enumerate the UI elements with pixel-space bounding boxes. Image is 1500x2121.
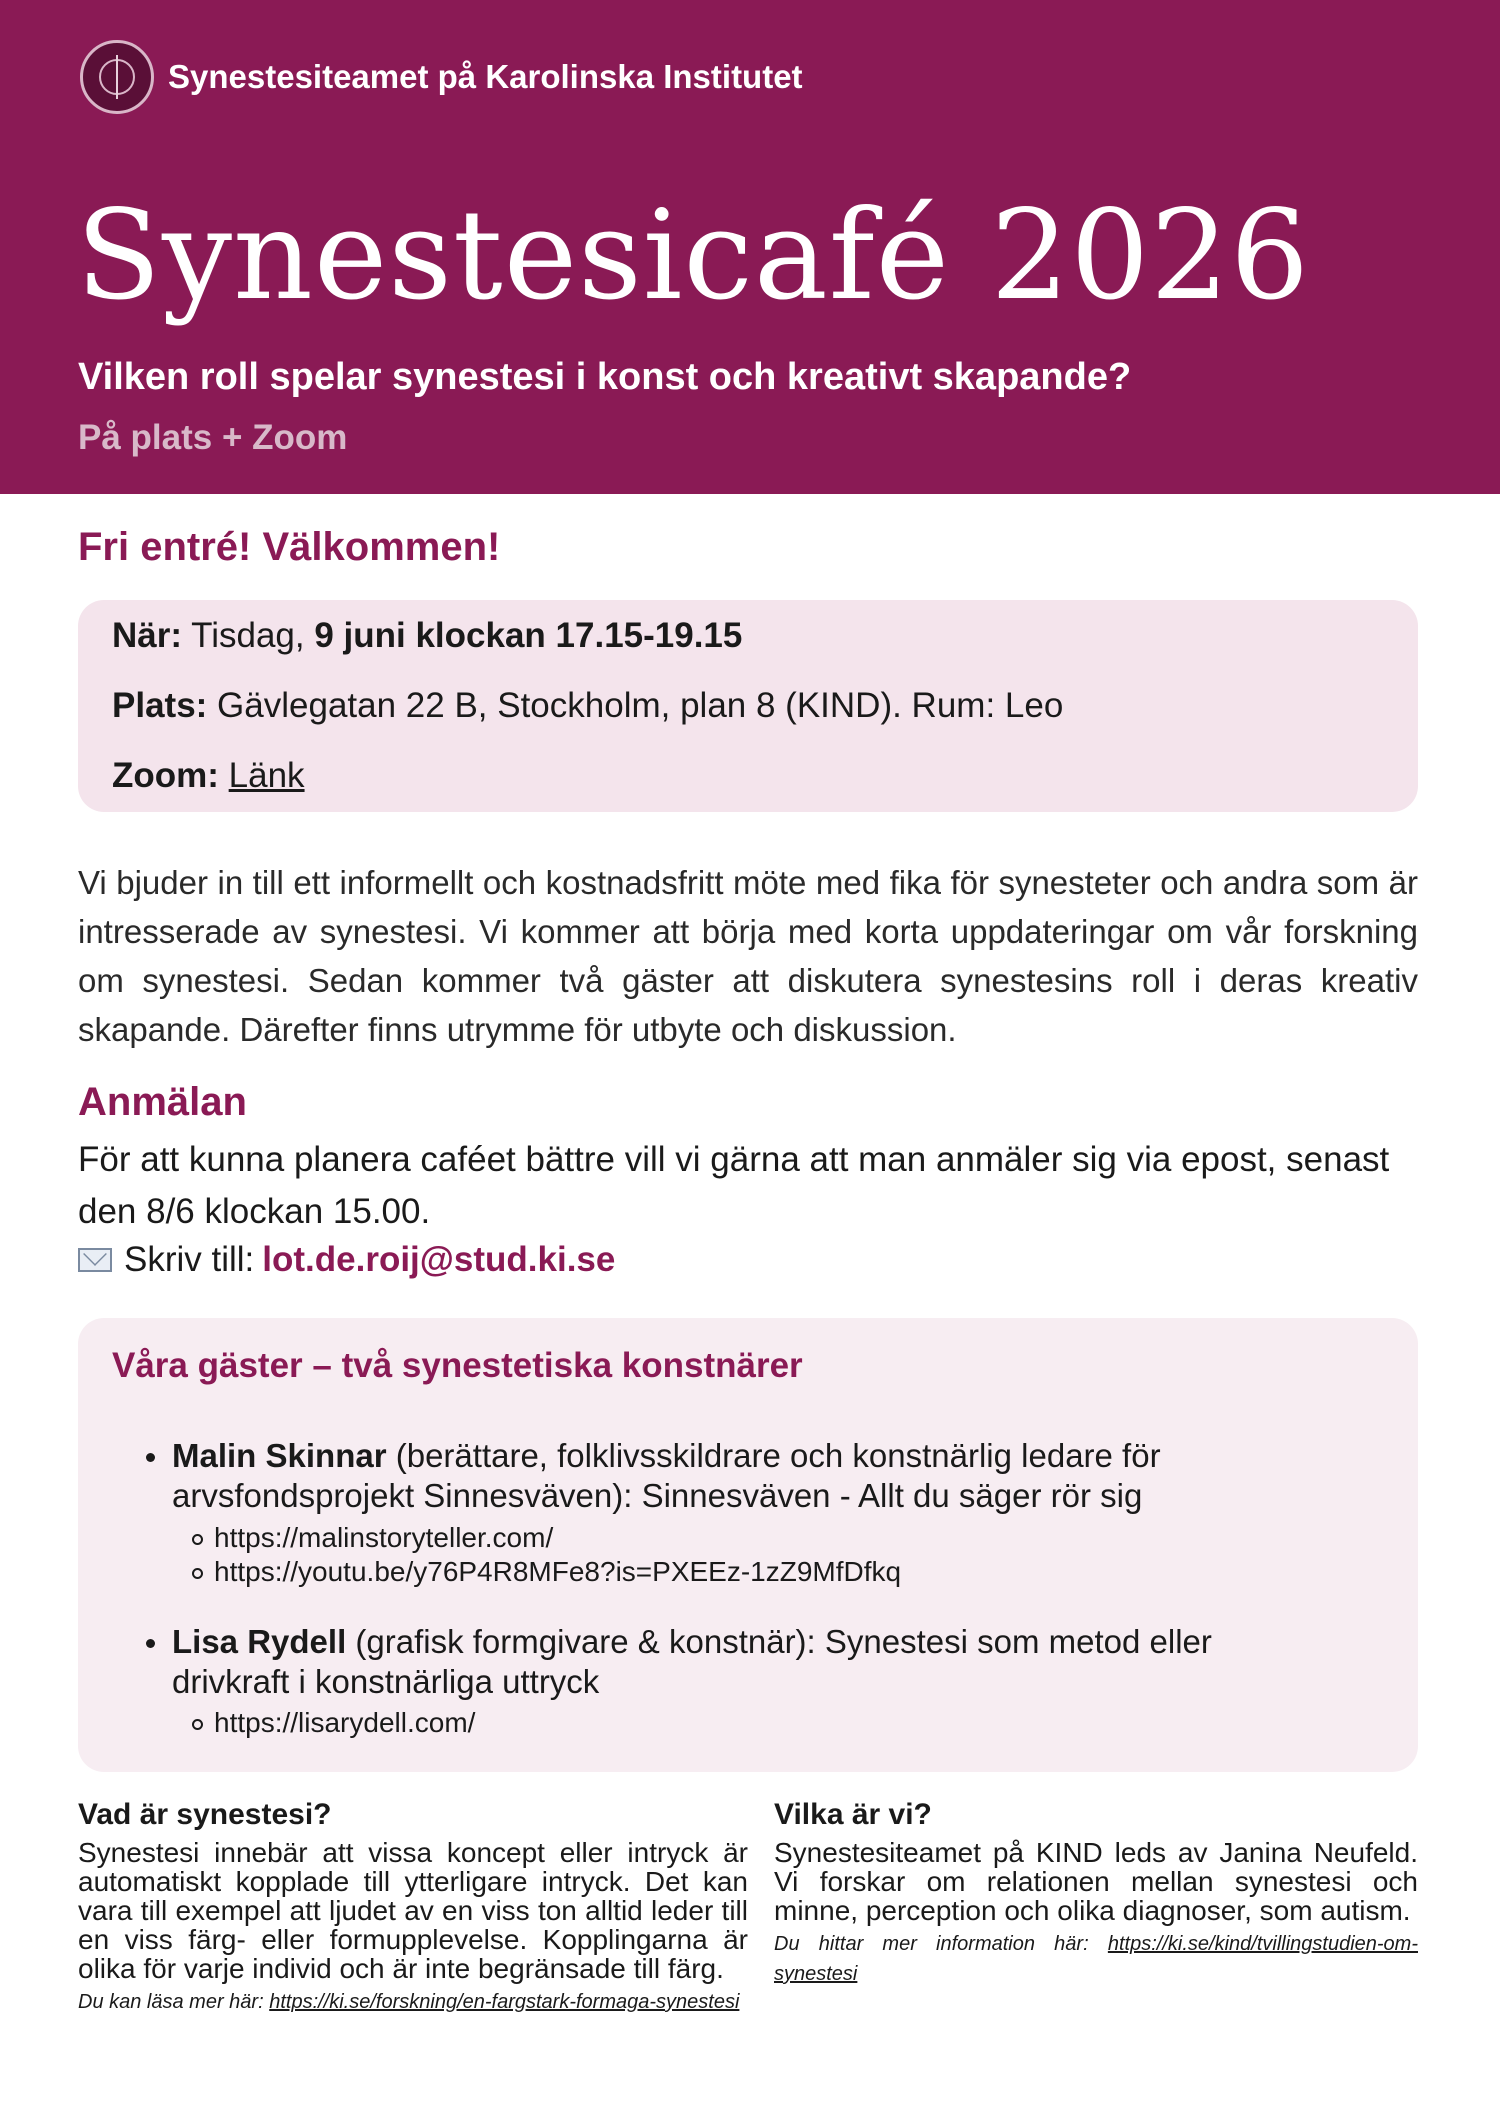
org-name: Synestesiteamet på Karolinska Institutet [168, 58, 803, 95]
guests-heading: Våra gäster – två synestetiska konstnärer [112, 1346, 803, 1385]
what-is-text: Synestesi innebär att vissa koncept eller intryck är automatiskt kopplade till ytterligare intryck. Det kan vara till exempel att ljudet av en viss ton alltid leder till en viss färg- eller formupplevelse. Kopplingarna är olika för varje individ och är inte begränsade till färg. [78, 1837, 748, 1984]
guest-item [172, 1436, 1332, 1516]
what-is-column [78, 1798, 748, 2017]
envelope-icon [78, 1248, 112, 1272]
event-format: På plats + Zoom [78, 418, 348, 457]
who-are-we-more-link[interactable]: https://ki.se/kind/tvillingstudien-om-synestesi [774, 1933, 1418, 1985]
guest-name: Lisa Rydell [172, 1623, 347, 1660]
guest-link[interactable]: https://youtu.be/y76P4R8MFe8?is=PXEEz-1zZ9MfDfkq [214, 1556, 902, 1587]
zoom-label: Zoom: [112, 756, 219, 795]
header-banner [0, 0, 1500, 494]
guest-description: (grafisk formgivare & konstnär): Synestesi som metod eller drivkraft i konstnärliga uttryck [172, 1623, 1212, 1700]
who-are-we-more-label: Du hittar mer information här: [774, 1933, 1089, 1955]
write-to-label: Skriv till: [124, 1240, 255, 1279]
what-is-more-label: Du kan läsa mer här: [78, 1991, 264, 2013]
when-day: Tisdag, [191, 616, 305, 655]
guest-description: (berättare, folklivsskildrare och konstnärlig ledare för arvsfondsprojekt Sinnesväven): Sinnesväven - Allt du säger rör sig [172, 1437, 1161, 1514]
email-link[interactable]: lot.de.roij@stud.ki.se [262, 1240, 616, 1279]
guest-name: Malin Skinnar [172, 1437, 387, 1474]
welcome-heading: Fri entré! Välkommen! [78, 525, 501, 569]
guests-box [78, 1318, 1418, 1772]
who-are-we-more [774, 1929, 1418, 1989]
place-line [112, 686, 1063, 726]
registration-heading: Anmälan [78, 1080, 247, 1124]
when-label: När: [112, 616, 183, 655]
page-subtitle: Vilken roll spelar synestesi i konst och kreativt skapande? [78, 356, 1132, 398]
email-row [78, 1240, 615, 1280]
when-line [112, 616, 742, 656]
when-time: 9 juni klockan 17.15-19.15 [314, 616, 743, 655]
registration-text: För att kunna planera caféet bättre vill vi gärna att man anmäler sig via epost, senast den 8/6 klockan 15.00. [78, 1140, 1390, 1231]
what-is-heading: Vad är synestesi? [78, 1798, 332, 1831]
intro-paragraph: Vi bjuder in till ett informellt och kostnadsfritt möte med fika för synesteter och andra som är intresserade av synestesi. Vi kommer att börja med korta uppdateringar om vår forskning om synestesi. Sedan kommer två gäster att diskutera synestesins roll i deras kreativ skapande. Därefter finns utrymme för utbyte och diskussion. [78, 864, 1418, 1048]
place-label: Plats: [112, 686, 208, 725]
place-value: Gävlegatan 22 B, Stockholm, plan 8 (KIND). Rum: Leo [217, 686, 1064, 725]
zoom-link[interactable]: Länk [228, 756, 305, 795]
guest-link[interactable]: https://lisarydell.com/ [214, 1707, 476, 1738]
guest-item [172, 1622, 1332, 1702]
what-is-more [78, 1987, 748, 2017]
event-info-box [78, 600, 1418, 812]
who-are-we-column [774, 1798, 1418, 1989]
zoom-line [112, 756, 305, 796]
karolinska-seal-icon [80, 40, 154, 114]
guest-link[interactable]: https://malinstoryteller.com/ [214, 1522, 554, 1553]
page-title: Synestesicafé 2026 [76, 184, 1311, 328]
who-are-we-heading: Vilka är vi? [774, 1798, 932, 1831]
who-are-we-text: Synestesiteamet på KIND leds av Janina Neufeld. Vi forskar om relationen mellan synestesi och minne, perception och olika diagnoser, som autism. [774, 1837, 1418, 1926]
what-is-more-link[interactable]: https://ki.se/forskning/en-fargstark-formaga-synestesi [269, 1991, 740, 2013]
org-row [80, 40, 803, 114]
